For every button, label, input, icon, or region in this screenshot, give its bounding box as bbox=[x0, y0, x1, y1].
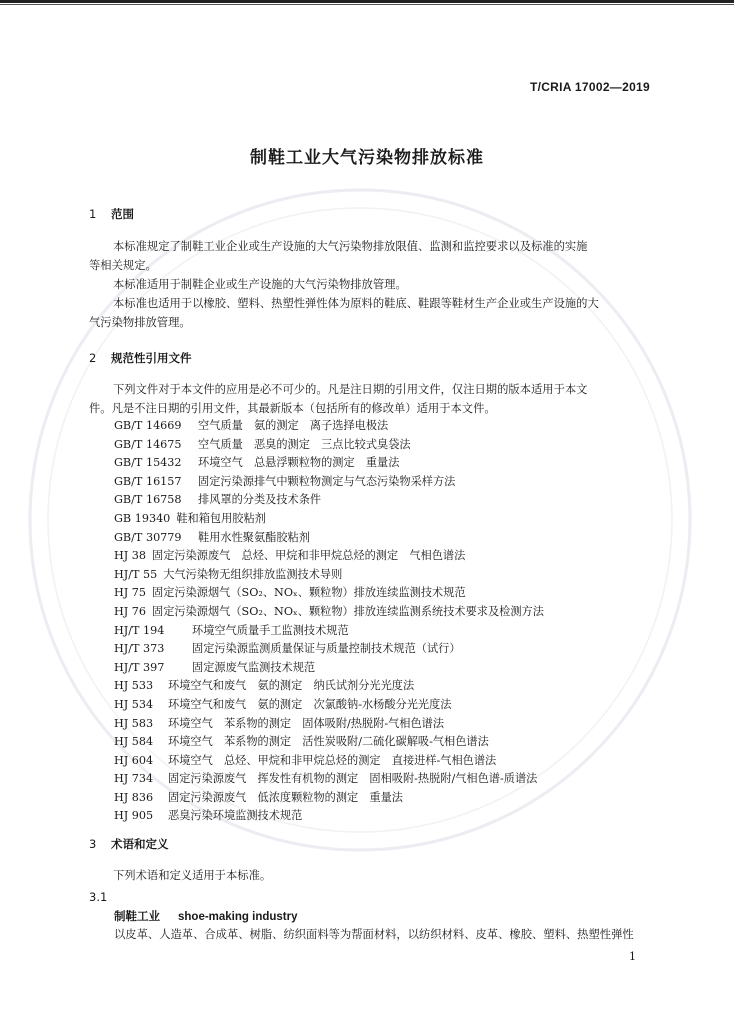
reference-code: GB/T 14669 bbox=[114, 419, 182, 432]
reference-title: 恶臭污染环境监测技术规范 bbox=[168, 809, 303, 823]
reference-item bbox=[114, 640, 654, 659]
section-number: 1 bbox=[89, 207, 97, 221]
references-intro bbox=[89, 380, 655, 418]
reference-code: HJ 584 bbox=[114, 735, 154, 749]
reference-item bbox=[114, 529, 654, 548]
reference-item bbox=[114, 715, 654, 734]
term-english: shoe-making industry bbox=[178, 911, 298, 923]
page-number: 1 bbox=[629, 950, 636, 963]
reference-title: 鞋用水性聚氨酯胶粘剂 bbox=[198, 530, 310, 544]
reference-item bbox=[114, 752, 654, 771]
section-number: 3 bbox=[89, 837, 97, 851]
reference-code: HJ 76 bbox=[114, 604, 147, 618]
reference-item bbox=[114, 696, 654, 715]
reference-item bbox=[114, 789, 654, 808]
reference-title: 固定污染源监测质量保证与质量控制技术规范（试行） bbox=[192, 642, 461, 656]
reference-code: GB/T 30779 bbox=[114, 530, 182, 544]
reference-item bbox=[114, 566, 654, 585]
reference-item bbox=[114, 733, 654, 752]
reference-code: GB/T 16157 bbox=[114, 474, 182, 488]
text-line: 下列文件对于本文件的应用是必不可少的。凡是注日期的引用文件，仅注日期的版本适用于本文 bbox=[113, 383, 588, 396]
reference-code: GB 19340 bbox=[114, 511, 171, 525]
top-border-rule-thin bbox=[0, 4, 734, 5]
reference-item bbox=[114, 417, 654, 436]
reference-code: HJ 75 bbox=[114, 586, 147, 600]
document-title: 制鞋工业大气污染物排放标准 bbox=[250, 148, 484, 168]
reference-item bbox=[114, 603, 654, 622]
reference-code: GB/T 14675 bbox=[114, 437, 182, 451]
reference-code: GB/T 16758 bbox=[114, 493, 182, 507]
reference-code: HJ 583 bbox=[114, 716, 154, 730]
reference-code: HJ 38 bbox=[114, 549, 147, 563]
reference-item bbox=[114, 770, 654, 789]
reference-title: 固定污染源排气中颗粒物测定与气态污染物采样方法 bbox=[198, 474, 456, 488]
reference-item bbox=[114, 547, 654, 566]
reference-title: 环境空气和废气 氨的测定 纳氏试剂分光光度法 bbox=[168, 679, 415, 693]
term-entry bbox=[114, 908, 298, 924]
reference-list bbox=[114, 417, 654, 826]
reference-code: HJ/T 373 bbox=[114, 642, 165, 656]
section-heading-normative-references bbox=[89, 350, 192, 366]
reference-item bbox=[114, 659, 654, 678]
reference-item bbox=[114, 677, 654, 696]
scope-paragraph bbox=[89, 237, 655, 332]
terms-intro bbox=[89, 866, 655, 885]
text-line: 下列术语和定义适用于本标准。 bbox=[113, 869, 272, 882]
reference-item bbox=[114, 622, 654, 641]
reference-title: 环境空气 苯系物的测定 固体吸附/热脱附-气相色谱法 bbox=[168, 716, 445, 730]
reference-code: GB/T 15432 bbox=[114, 456, 182, 470]
reference-title: 排风罩的分类及技术条件 bbox=[198, 493, 322, 507]
clause-number: 3.1 bbox=[89, 890, 108, 904]
reference-title: 固定源废气监测技术规范 bbox=[192, 660, 316, 674]
term-chinese: 制鞋工业 bbox=[114, 909, 160, 923]
reference-code: HJ 604 bbox=[114, 753, 154, 767]
reference-title: 环境空气和废气 氨的测定 次氯酸钠-水杨酸分光光度法 bbox=[168, 697, 452, 711]
section-title: 术语和定义 bbox=[111, 837, 169, 851]
reference-title: 大气污染物无组织排放监测技术导则 bbox=[163, 567, 343, 581]
section-title: 规范性引用文件 bbox=[111, 351, 192, 365]
reference-title: 鞋和箱包用胶粘剂 bbox=[176, 511, 266, 525]
reference-title: 环境空气质量手工监测技术规范 bbox=[192, 623, 349, 637]
reference-title: 环境空气 苯系物的测定 活性炭吸附/二硫化碳解吸-气相色谱法 bbox=[168, 735, 489, 749]
reference-item bbox=[114, 807, 654, 826]
reference-code: HJ/T 397 bbox=[114, 660, 165, 674]
reference-item bbox=[114, 584, 654, 603]
standard-code: T/CRIA 17002—2019 bbox=[529, 80, 650, 94]
section-heading-scope bbox=[89, 206, 134, 222]
reference-item bbox=[114, 473, 654, 492]
reference-code: HJ 905 bbox=[114, 809, 154, 823]
reference-code: HJ 836 bbox=[114, 790, 154, 804]
text-line: 气污染物排放管理。 bbox=[89, 316, 191, 329]
section-heading-terms bbox=[89, 836, 169, 852]
reference-item bbox=[114, 510, 654, 529]
reference-item bbox=[114, 491, 654, 510]
reference-code: HJ 533 bbox=[114, 679, 154, 693]
section-number: 2 bbox=[89, 351, 97, 365]
top-border-rule bbox=[0, 0, 734, 3]
reference-code: HJ/T 194 bbox=[114, 623, 165, 637]
reference-item bbox=[114, 454, 654, 473]
text-line: 本标准适用于制鞋企业或生产设施的大气污染物排放管理。 bbox=[113, 278, 407, 291]
text-line: 件。凡是不注日期的引用文件，其最新版本（包括所有的修改单）适用于本文件。 bbox=[89, 402, 496, 415]
reference-title: 固定污染源烟气（SO₂、NOₓ、颗粒物）排放连续监测技术规范 bbox=[152, 586, 466, 600]
reference-title: 固定污染源烟气（SO₂、NOₓ、颗粒物）排放连续监测系统技术要求及检测方法 bbox=[152, 604, 544, 618]
reference-title: 空气质量 氨的测定 离子选择电极法 bbox=[198, 419, 389, 432]
reference-title: 固定污染源废气 低浓度颗粒物的测定 重量法 bbox=[168, 790, 403, 804]
text-line: 本标准规定了制鞋工业企业或生产设施的大气污染物排放限值、监测和监控要求以及标准的实施 bbox=[113, 240, 588, 253]
reference-title: 空气质量 恶臭的测定 三点比较式臭袋法 bbox=[198, 437, 411, 451]
section-title: 范围 bbox=[111, 207, 134, 221]
reference-code: HJ 734 bbox=[114, 772, 154, 786]
reference-title: 环境空气 总烃、甲烷和非甲烷总烃的测定 直接进样-气相色谱法 bbox=[168, 753, 497, 767]
reference-item bbox=[114, 436, 654, 455]
reference-title: 固定污染源废气 总烃、甲烷和非甲烷总烃的测定 气相色谱法 bbox=[152, 549, 466, 563]
text-line: 本标准也适用于以橡胶、塑料、热塑性弹性体为原料的鞋底、鞋跟等鞋材生产企业或生产设施的大 bbox=[113, 297, 599, 310]
reference-title: 环境空气 总悬浮颗粒物的测定 重量法 bbox=[198, 456, 400, 470]
reference-title: 固定污染源废气 挥发性有机物的测定 固相吸附-热脱附/气相色谱-质谱法 bbox=[168, 772, 538, 786]
reference-code: HJ/T 55 bbox=[114, 567, 158, 581]
term-definition: 以皮革、人造革、合成革、树脂、纺织面料等为帮面材料，以纺织材料、皮革、橡胶、塑料、热塑性弹性 bbox=[114, 928, 634, 941]
reference-code: HJ 534 bbox=[114, 697, 154, 711]
text-line: 等相关规定。 bbox=[89, 259, 157, 272]
